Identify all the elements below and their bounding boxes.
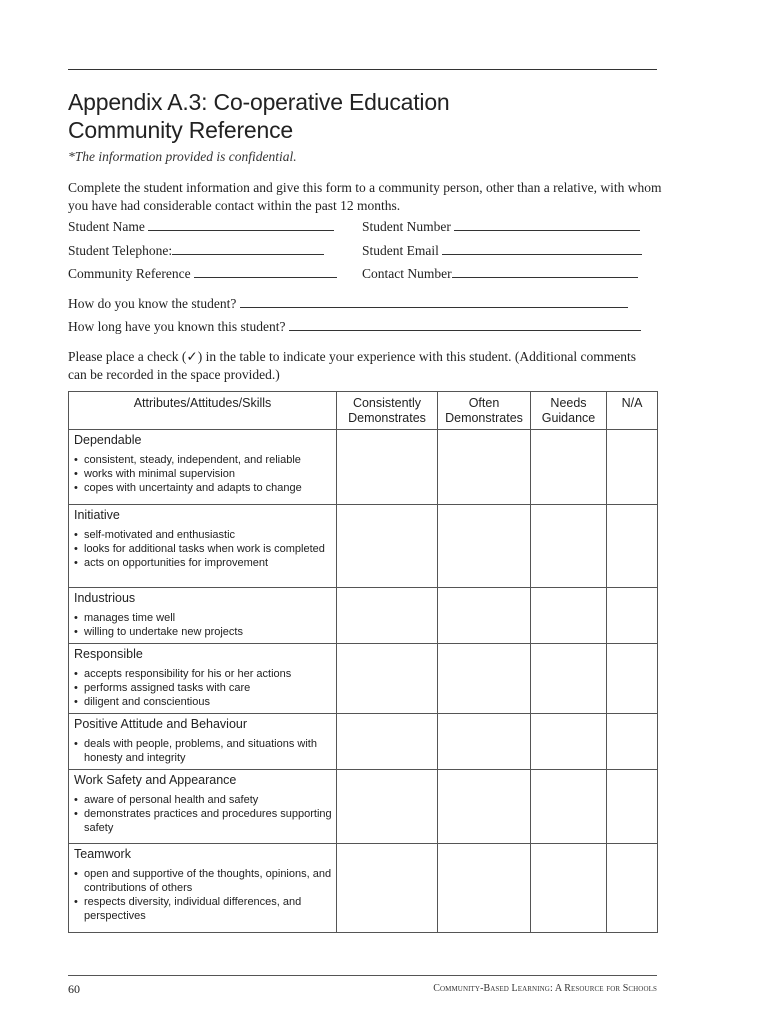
header-often-demonstrates: [438, 392, 531, 430]
check-cell-often[interactable]: [438, 844, 531, 933]
check-cell-often[interactable]: [438, 714, 531, 770]
check-cell-na[interactable]: [607, 714, 658, 770]
table-row: [69, 588, 658, 644]
bullet-item: • accepts responsibility for his or her actions: [74, 667, 332, 681]
attribute-title: Responsible: [74, 647, 143, 661]
check-cell-consistently[interactable]: [337, 770, 438, 844]
attribute-cell-teamwork: [69, 844, 337, 933]
attribute-cell-responsible: [69, 644, 337, 714]
how-know-line[interactable]: [240, 296, 628, 308]
student-name-label: Student Name: [68, 219, 145, 234]
header-needs-line-1: Needs: [550, 396, 587, 410]
header-attributes: Attributes/Attitudes/Skills: [69, 392, 337, 430]
check-cell-often[interactable]: [438, 770, 531, 844]
header-needs-guidance: [531, 392, 607, 430]
community-reference-label: Community Reference: [68, 266, 191, 281]
attribute-title: Teamwork: [74, 847, 131, 861]
footer-book-title: Community-Based Learning: A Resource for Schools: [433, 983, 657, 994]
attribute-cell-work-safety: [69, 770, 337, 844]
how-know-label: How do you know the student?: [68, 296, 237, 311]
intro-text: Complete the student information and give this form to a community person, other than a relative, with whom you have had considerable contact within the past 12 months.: [68, 180, 662, 213]
footer-rule: [68, 975, 657, 976]
how-know-field[interactable]: [68, 296, 628, 312]
check-cell-often[interactable]: [438, 644, 531, 714]
student-email-line[interactable]: [442, 243, 642, 255]
confidential-note: *The information provided is confidential.: [68, 149, 297, 164]
attribute-bullet-list: [74, 528, 332, 570]
attribute-cell-industrious: [69, 588, 337, 644]
student-telephone-field[interactable]: [68, 243, 324, 259]
bullet-item: • demonstrates practices and procedures supporting safety: [74, 807, 332, 835]
student-number-field[interactable]: [362, 219, 640, 235]
bullet-item: • willing to undertake new projects: [74, 625, 332, 639]
table-row: [69, 770, 658, 844]
attribute-bullet-list: [74, 867, 332, 923]
bullet-item: • consistent, steady, independent, and reliable: [74, 453, 332, 467]
check-cell-consistently[interactable]: [337, 844, 438, 933]
bullet-item: • deals with people, problems, and situations with honesty and integrity: [74, 737, 332, 765]
bullet-item: • performs assigned tasks with care: [74, 681, 332, 695]
header-consistently-line-2: Demonstrates: [348, 411, 426, 425]
header-often-line-1: Often: [468, 396, 500, 410]
check-cell-needs-guidance[interactable]: [531, 430, 607, 505]
contact-number-field[interactable]: [362, 266, 638, 282]
attribute-bullet-list: [74, 667, 332, 709]
table-header-row: [69, 392, 658, 430]
check-cell-na[interactable]: [607, 644, 658, 714]
student-name-line[interactable]: [148, 219, 334, 231]
check-cell-na[interactable]: [607, 505, 658, 588]
student-email-field[interactable]: [362, 243, 642, 259]
check-cell-often[interactable]: [438, 588, 531, 644]
check-cell-na[interactable]: [607, 770, 658, 844]
check-cell-needs-guidance[interactable]: [531, 644, 607, 714]
check-cell-needs-guidance[interactable]: [531, 588, 607, 644]
check-cell-na[interactable]: [607, 588, 658, 644]
header-consistently-line-1: Consistently: [352, 396, 422, 410]
student-telephone-label: Student Telephone:: [68, 243, 173, 258]
check-cell-consistently[interactable]: [337, 430, 438, 505]
table-row: [69, 844, 658, 933]
community-reference-field[interactable]: [68, 266, 337, 282]
table-row: [69, 714, 658, 770]
attribute-cell-positive-attitude: [69, 714, 337, 770]
attribute-title: Positive Attitude and Behaviour: [74, 717, 248, 731]
attribute-bullet-list: [74, 793, 332, 835]
check-cell-consistently[interactable]: [337, 505, 438, 588]
reference-table: [68, 391, 658, 933]
attribute-title: Industrious: [74, 591, 136, 605]
bullet-item: • looks for additional tasks when work is completed: [74, 542, 332, 556]
top-rule: [68, 69, 657, 70]
contact-number-line[interactable]: [452, 266, 638, 278]
check-cell-often[interactable]: [438, 505, 531, 588]
how-long-label: How long have you known this student?: [68, 319, 286, 334]
student-number-label: Student Number: [362, 219, 451, 234]
bullet-item: • works with minimal supervision: [74, 467, 332, 481]
title-line-2: Community Reference: [68, 117, 294, 143]
header-often-line-2: Demonstrates: [445, 411, 523, 425]
attribute-bullet-list: [74, 453, 332, 495]
table-row: [69, 430, 658, 505]
title-line-1: Appendix A.3: Co-operative Education: [68, 89, 450, 115]
contact-number-label: Contact Number: [362, 266, 452, 281]
bullet-item: • open and supportive of the thoughts, opinions, and contributions of others: [74, 867, 332, 895]
bullet-item: • self-motivated and enthusiastic: [74, 528, 332, 542]
attribute-cell-dependable: [69, 430, 337, 505]
attribute-title: Initiative: [74, 508, 120, 522]
page-title: [68, 88, 668, 144]
check-cell-needs-guidance[interactable]: [531, 714, 607, 770]
bullet-item: • acts on opportunities for improvement: [74, 556, 332, 570]
check-cell-consistently[interactable]: [337, 714, 438, 770]
check-cell-consistently[interactable]: [337, 644, 438, 714]
attribute-title: Dependable: [74, 433, 142, 447]
check-cell-needs-guidance[interactable]: [531, 505, 607, 588]
attribute-title: Work Safety and Appearance: [74, 773, 237, 787]
check-cell-consistently[interactable]: [337, 588, 438, 644]
header-na: N/A: [607, 392, 658, 430]
community-reference-line[interactable]: [194, 266, 337, 278]
bullet-item: • respects diversity, individual differences, and perspectives: [74, 895, 332, 923]
student-email-label: Student Email: [362, 243, 439, 258]
check-cell-needs-guidance[interactable]: [531, 844, 607, 933]
check-cell-na[interactable]: [607, 430, 658, 505]
how-long-line[interactable]: [289, 319, 641, 331]
student-number-line[interactable]: [454, 219, 640, 231]
check-cell-needs-guidance[interactable]: [531, 770, 607, 844]
table-row: [69, 644, 658, 714]
attribute-cell-initiative: [69, 505, 337, 588]
check-cell-often[interactable]: [438, 430, 531, 505]
bullet-item: • diligent and conscientious: [74, 695, 332, 709]
table-instructions: Please place a check (✓) in the table to indicate your experience with this student. (Additional comments can be recorded in the space provided.): [68, 349, 637, 382]
header-consistently-demonstrates: [337, 392, 438, 430]
attribute-bullet-list: [74, 737, 332, 765]
header-needs-line-2: Guidance: [541, 411, 596, 425]
how-long-field[interactable]: [68, 319, 641, 335]
attribute-bullet-list: [74, 611, 332, 639]
check-cell-na[interactable]: [607, 844, 658, 933]
student-name-field[interactable]: [68, 219, 334, 235]
bullet-item: • copes with uncertainty and adapts to change: [74, 481, 332, 495]
page-number: 60: [68, 982, 80, 996]
table-row: [69, 505, 658, 588]
student-telephone-line[interactable]: [172, 243, 324, 255]
bullet-item: • manages time well: [74, 611, 332, 625]
bullet-item: • aware of personal health and safety: [74, 793, 332, 807]
